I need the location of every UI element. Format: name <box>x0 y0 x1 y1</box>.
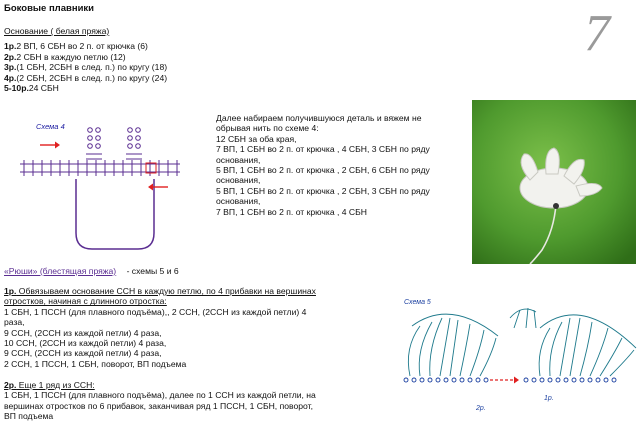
ruffles-heading: «Рюши» (блестящая пряжа) <box>4 266 117 276</box>
row-2-line: ВП подъема <box>4 411 54 422</box>
instruction-line: 5 ВП, 1 СБН во 2 п. от крючка , 2 СБН, 3 СБН по ряду <box>216 185 430 196</box>
arrow-right-icon <box>40 142 60 149</box>
base-section <box>4 26 167 93</box>
instruction-line: основания, <box>216 154 261 165</box>
instruction-line: 5 ВП, 1 СБН во 2 п. от крючка , 2 СБН, 6 СБН по ряду <box>216 165 430 176</box>
row-2-line: вершинах отростков по 6 прибавок, заканчивая ряд 1 ПССН, 1 СБН, поворот, <box>4 400 314 411</box>
row-1-line: 1 СБН, 1 ПССН (для плавного подъёма),, 2 ССН, (2ССН из каждой петли) 4 <box>4 306 307 317</box>
scheme-5-diagram <box>390 288 640 418</box>
row-2-heading: 2р. Еще 1 ряд из ССН: <box>4 380 95 390</box>
instruction-line: 7 ВП, 1 СБН во 2 п. от крючка , 4 СБН, 3 СБН по ряду <box>216 144 430 155</box>
scheme-5-fan-center <box>510 308 536 328</box>
row-1-section <box>4 286 316 369</box>
scheme-5-row-mark-1: 1р. <box>544 395 554 402</box>
fin-photo <box>472 100 636 264</box>
instruction-line: 7 ВП, 1 СБН во 2 п. от крючка , 4 СБН <box>216 206 367 217</box>
row-1-line: 2 ССН, 1 ПССН, 1 СБН, поворот, ВП подъема <box>4 358 187 369</box>
arrow-right-icon <box>490 377 519 384</box>
instruction-line: обрывая нить по схеме 4: <box>216 123 319 134</box>
scheme-5-row-mark-2: 2р. <box>476 405 486 412</box>
instruction-line: основания, <box>216 196 261 207</box>
base-row-3: 3р.(1 СБН, 2СБН в след. п.) по кругу (18) <box>4 62 168 73</box>
row-2-section <box>4 380 316 422</box>
row-2-line: 1 СБН, 1 ПССН (для плавного подъёма), далее по 1 ССН из каждой петли, на <box>4 390 316 401</box>
row-1-line: 9 ССН, (2ССН из каждой петли) 4 раза, <box>4 348 162 359</box>
base-heading: Основание ( белая пряжа) <box>4 26 110 36</box>
row-1-line: 10 ССН, (2ССН из каждой петли) 4 раза, <box>4 338 167 349</box>
ruffles-schemes-note: - схемы 5 и 6 <box>126 266 179 276</box>
scheme-4-base-outline <box>76 179 154 249</box>
scheme-4-label: Схема 4 <box>36 122 65 131</box>
row-1-heading: 1р. Обвязываем основание ССН в каждую петлю, по 4 прибавки на вершинах <box>4 286 316 296</box>
scheme-4-instructions <box>216 113 430 217</box>
base-row-4: 4р.(2 СБН, 2СБН в след. п.) по кругу (24) <box>4 72 168 83</box>
scheme-4-diagram <box>0 115 210 263</box>
ruffles-heading-line <box>4 266 179 276</box>
instruction-line: Далее набираем получившуюся деталь и вяжем не <box>216 113 422 123</box>
instruction-line: 12 СБН за оба края, <box>216 133 297 144</box>
page-title: Боковые плавники <box>4 3 95 14</box>
scheme-4-finger-right <box>126 128 142 159</box>
base-row-1: 1р.2 ВП, 6 СБН во 2 п. от крючка (6) <box>4 41 148 52</box>
scheme-5-label: Схема 5 <box>404 299 431 306</box>
page-number: 7 <box>584 5 610 62</box>
scheme-5-fan-right <box>539 315 636 376</box>
scheme-5-fan-left <box>408 314 498 376</box>
row-1-line: раза, <box>4 317 25 328</box>
instruction-line: основания, <box>216 175 261 186</box>
row-1-heading-cont: отростков, начиная с длинного отростка: <box>4 296 167 307</box>
arrow-left-icon <box>148 184 168 191</box>
row-1-line: 9 ССН, (2ССН из каждой петли) 4 раза, <box>4 327 162 338</box>
scheme-4-finger-left <box>86 128 102 159</box>
base-row-2: 2р.2 СБН в каждую петлю (12) <box>4 51 126 62</box>
base-row-5: 5-10р.24 СБН <box>4 83 59 94</box>
